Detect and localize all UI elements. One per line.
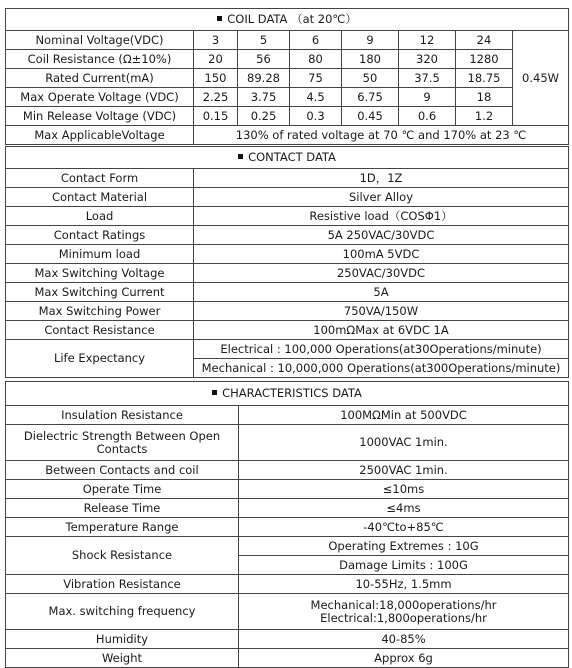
row-label: Dielectric Strength Between Open Contacts [6, 425, 239, 461]
switching-frequency-electrical: Electrical:1,800operations/hr [320, 610, 487, 625]
cell: 10-55Hz, 1.5mm [239, 575, 569, 594]
row-label: Between Contacts and coil [6, 461, 239, 480]
row-label: Contact Material [6, 188, 194, 207]
cell: 5A [194, 283, 569, 302]
coil-data-table [5, 8, 569, 145]
cell: 750VA/150W [194, 302, 569, 321]
shock-operating-value: Operating Extremes : 10G [239, 537, 569, 556]
shock-damage-value: Damage Limits : 100G [239, 556, 569, 575]
row-label: Min Release Voltage (VDC) [6, 107, 194, 126]
characteristics-data-header [6, 382, 569, 406]
cell: 0.15 [194, 107, 238, 126]
row-label: Max Operate Voltage (VDC) [6, 88, 194, 107]
cell: 100mA 5VDC [194, 245, 569, 264]
cell: 0.45 [342, 107, 399, 126]
row-label: Insulation Resistance [6, 406, 239, 425]
shock-resistance-label: Shock Resistance [6, 537, 239, 575]
cell: 56 [238, 50, 290, 69]
cell: 6 [290, 31, 342, 50]
cell: 40-85% [239, 630, 569, 649]
row-label: Contact Form [6, 169, 194, 188]
cell: 320 [399, 50, 456, 69]
bullet-icon [212, 390, 217, 395]
switching-frequency-value [239, 594, 569, 630]
cell: 2.25 [194, 88, 238, 107]
cell: 50 [342, 69, 399, 88]
row-label: Load [6, 207, 194, 226]
row-label: Max Switching Power [6, 302, 194, 321]
cell: 0.6 [399, 107, 456, 126]
row-label: Minimum load [6, 245, 194, 264]
cell: 3.75 [238, 88, 290, 107]
row-label: Max Switching Voltage [6, 264, 194, 283]
cell: 5A 250VAC/30VDC [194, 226, 569, 245]
cell: 20 [194, 50, 238, 69]
cell: 9 [342, 31, 399, 50]
life-expectancy-label: Life Expectancy [6, 340, 194, 378]
row-label: Nominal Voltage(VDC) [6, 31, 194, 50]
bullet-icon [217, 16, 222, 21]
row-label: Contact Ratings [6, 226, 194, 245]
cell: 3 [194, 31, 238, 50]
max-applicable-voltage-value: 130% of rated voltage at 70 ℃ and 170% at 23 ℃ [194, 126, 569, 145]
cell: Silver Alloy [194, 188, 569, 207]
contact-data-header [6, 147, 569, 169]
characteristics-data-title: CHARACTERISTICS DATA [222, 386, 362, 400]
row-label: Max Switching Current [6, 283, 194, 302]
life-mechanical-value: Mechanical : 10,000,000 Operations(at300Operations/minute) [194, 359, 569, 378]
cell: 2500VAC 1min. [239, 461, 569, 480]
life-electrical-value: Electrical : 100,000 Operations(at30Operations/minute) [194, 340, 569, 359]
row-label: Rated Current(mA) [6, 69, 194, 88]
contact-data-title: CONTACT DATA [248, 150, 336, 164]
cell: 80 [290, 50, 342, 69]
cell: 24 [456, 31, 513, 50]
cell: 18 [456, 88, 513, 107]
cell: 1D，1Z [194, 169, 569, 188]
row-label: Coil Resistance (Ω±10%) [6, 50, 194, 69]
cell: 4.5 [290, 88, 342, 107]
cell: 6.75 [342, 88, 399, 107]
cell: 89.28 [238, 69, 290, 88]
cell: 1280 [456, 50, 513, 69]
characteristics-data-table [5, 381, 569, 668]
cell: 18.75 [456, 69, 513, 88]
bullet-icon [238, 154, 243, 159]
cell: 100MΩMin at 500VDC [239, 406, 569, 425]
cell: 12 [399, 31, 456, 50]
cell: 180 [342, 50, 399, 69]
cell: 150 [194, 69, 238, 88]
row-label: Contact Resistance [6, 321, 194, 340]
cell: 9 [399, 88, 456, 107]
row-label: Max ApplicableVoltage [6, 126, 194, 145]
coil-data-title: COIL DATA （at 20℃） [227, 12, 357, 26]
cell: 0.25 [238, 107, 290, 126]
cell: 1.2 [456, 107, 513, 126]
cell: Resistive load（COSΦ1） [194, 207, 569, 226]
row-label: Weight [6, 649, 239, 668]
cell: ≤4ms [239, 499, 569, 518]
cell: Approx 6g [239, 649, 569, 668]
cell: 5 [238, 31, 290, 50]
cell: -40℃to+85℃ [239, 518, 569, 537]
cell: 250VAC/30VDC [194, 264, 569, 283]
cell: 37.5 [399, 69, 456, 88]
row-label: Humidity [6, 630, 239, 649]
row-label: Operate Time [6, 480, 239, 499]
row-label: Release Time [6, 499, 239, 518]
cell: 100mΩMax at 6VDC 1A [194, 321, 569, 340]
row-label: Vibration Resistance [6, 575, 239, 594]
row-label: Temperature Range [6, 518, 239, 537]
coil-power-value: 0.45W [513, 31, 569, 126]
cell: ≤10ms [239, 480, 569, 499]
row-label: Max. switching frequency [6, 594, 239, 630]
cell: 0.3 [290, 107, 342, 126]
cell: 1000VAC 1min. [239, 425, 569, 461]
cell: 75 [290, 69, 342, 88]
contact-data-table [5, 146, 569, 378]
switching-frequency-mechanical: Mechanical:18,000operations/hr [310, 597, 497, 612]
coil-data-header [6, 9, 569, 31]
